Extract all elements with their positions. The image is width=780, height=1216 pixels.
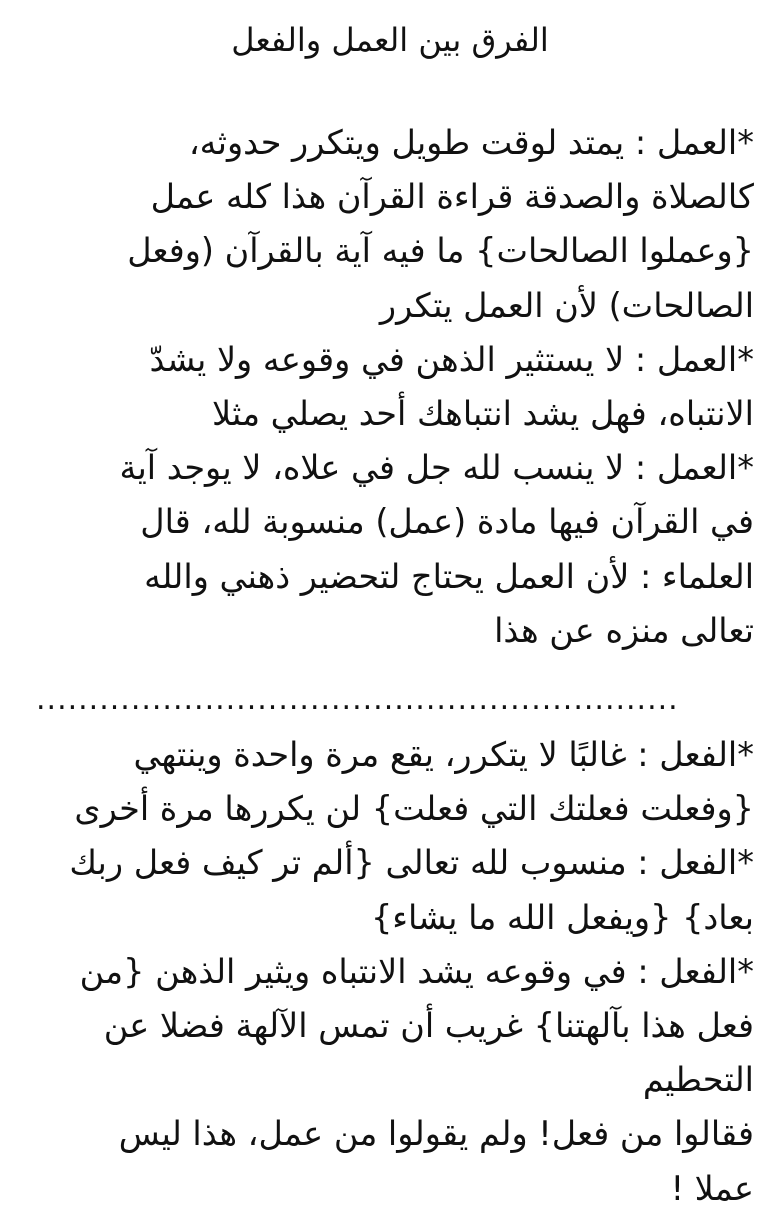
text-line: كالصلاة والصدقة قراءة القرآن هذا كله عمل bbox=[150, 177, 754, 217]
text-line: الصالحات) لأن العمل يتكرر bbox=[379, 285, 754, 325]
dotted-separator: ............................................................. bbox=[36, 686, 679, 715]
text-line: *العمل : لا ينسب لله جل في علاه، لا يوجد آية bbox=[119, 448, 754, 488]
text-line: *الفعل : غالبًا لا يتكرر، يقع مرة واحدة وينتهي bbox=[133, 735, 754, 775]
text-line: {وفعلت فعلتك التي فعلت} لن يكررها مرة أخرى bbox=[74, 789, 754, 829]
amal-section bbox=[26, 116, 754, 658]
text-line: فعل هذا بآلهتنا} غريب أن تمس الآلهة فضلا عن bbox=[103, 1006, 754, 1046]
text-line: الانتباه، فهل يشد انتباهك أحد يصلي مثلا bbox=[211, 394, 754, 434]
text-line: عملا ! bbox=[670, 1168, 754, 1208]
text-line: في القرآن فيها مادة (عمل) منسوبة لله، قال bbox=[140, 502, 754, 542]
text-line: *العمل : يمتد لوقت طويل ويتكرر حدوثه، bbox=[188, 123, 754, 162]
text-line: التحطيم bbox=[642, 1060, 754, 1100]
page-title: الفرق بين العمل والفعل bbox=[231, 21, 549, 59]
fi3l-section bbox=[26, 728, 754, 1216]
text-line: تعالى منزه عن هذا bbox=[494, 610, 754, 650]
text-line: *الفعل : منسوب لله تعالى {ألم تر كيف فعل ربك bbox=[69, 843, 754, 883]
text-line: {وعملوا الصالحات} ما فيه آية بالقرآن (وفعل bbox=[127, 231, 754, 271]
text-line: بعاد} {ويفعل الله ما يشاء} bbox=[370, 897, 754, 937]
text-line: *الفعل : في وقوعه يشد الانتباه ويثير الذهن {من bbox=[79, 951, 754, 991]
text-line: فقالوا من فعل! ولم يقولوا من عمل، هذا ليس bbox=[118, 1114, 754, 1154]
text-line: *العمل : لا يستثير الذهن في وقوعه ولا يشدّ bbox=[149, 339, 754, 379]
text-line: العلماء : لأن العمل يحتاج لتحضير ذهني والله bbox=[144, 556, 754, 596]
